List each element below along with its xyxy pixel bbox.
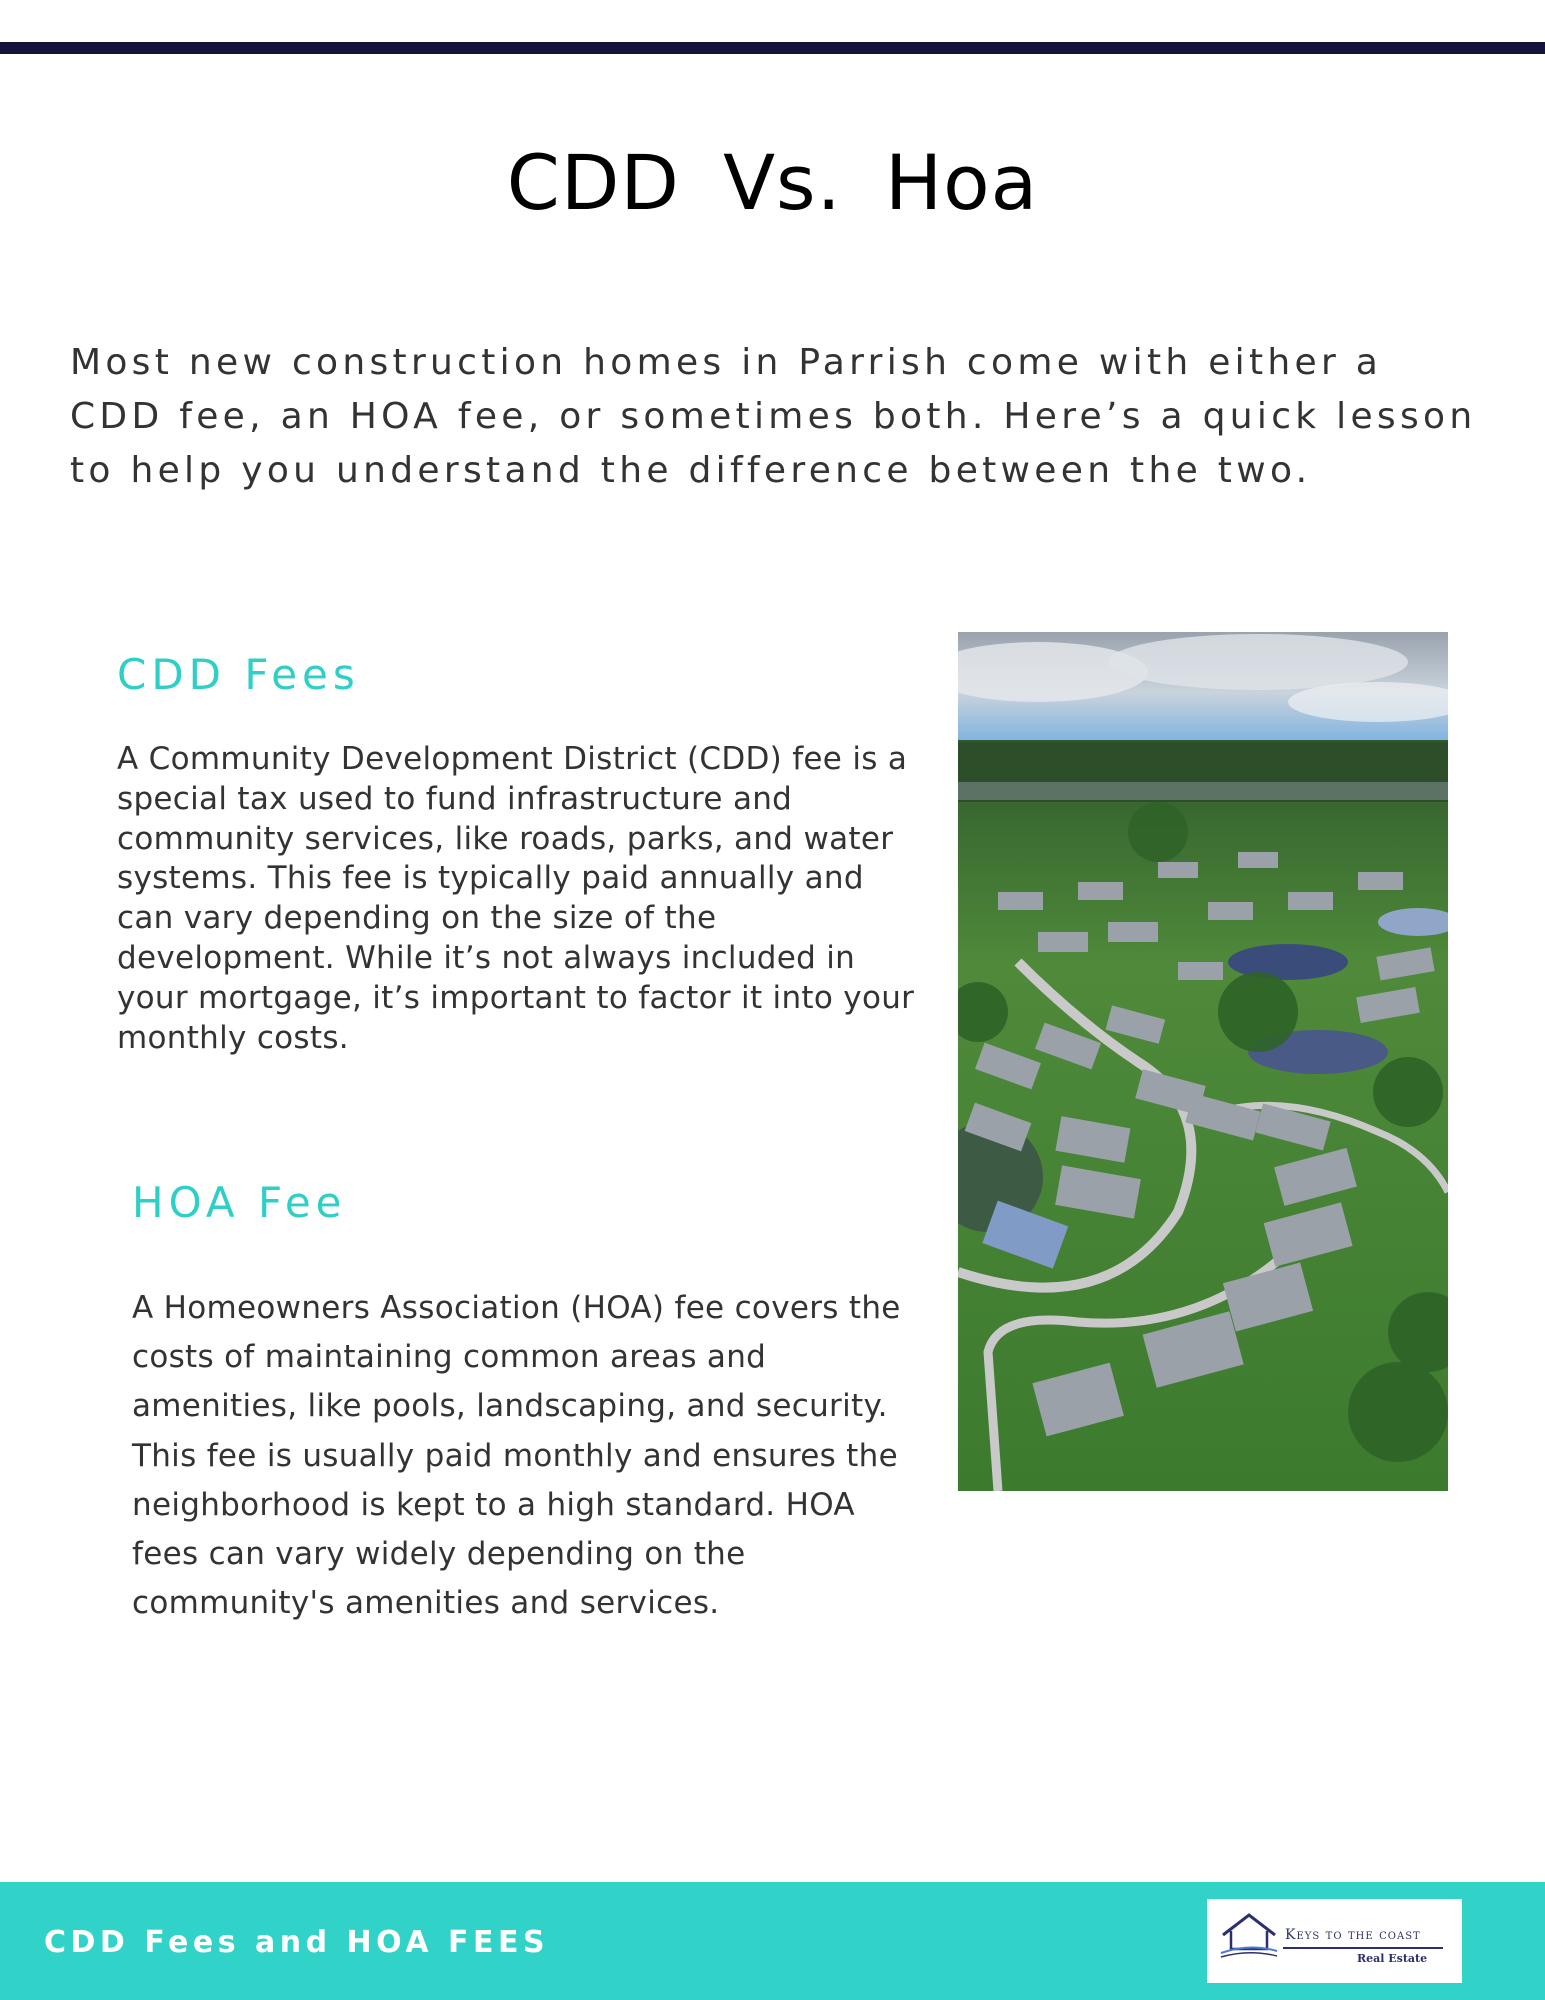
logo-name: Keys to the coast: [1285, 1927, 1421, 1943]
logo-divider: [1283, 1947, 1443, 1949]
logo-tagline: Real Estate: [1357, 1952, 1428, 1965]
top-divider: [0, 42, 1545, 54]
hoa-body: A Homeowners Association (HOA) fee covers the costs of maintaining common areas and amenities, like pools, landscaping, and security. This fee is usually paid monthly and ensures the neighborhood is kept to a high standard. HOA fees can vary widely depending on the community's amenities and services.: [132, 1290, 901, 1622]
page-title: CDD Vs. Hoa: [506, 138, 1039, 227]
company-logo[interactable]: [1207, 1899, 1462, 1983]
footer-label: CDD Fees and HOA FEES: [44, 1925, 550, 1960]
intro-paragraph: Most new construction homes in Parrish come with either a CDD fee, an HOA fee, or sometimes both. Here’s a quick lesson to help you understand the difference between the two.: [70, 342, 1477, 491]
cdd-heading: CDD Fees: [117, 650, 360, 699]
cdd-body: A Community Development District (CDD) fee is a special tax used to fund infrastructure and community services, like roads, parks, and water systems. This fee is typically paid annually and can vary depending on the size of the development. While it’s not always included in your mortgage, it’s important to factor it into your monthly costs.: [117, 741, 915, 1056]
aerial-neighborhood-photo: [958, 632, 1448, 1491]
hoa-heading: HOA Fee: [132, 1178, 347, 1227]
house-logo-icon: [1219, 1909, 1279, 1959]
